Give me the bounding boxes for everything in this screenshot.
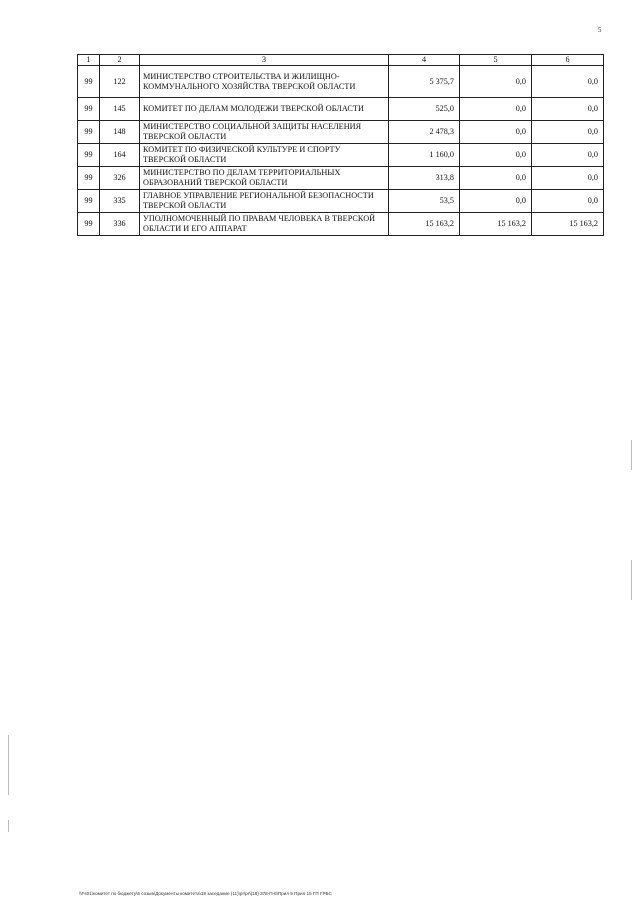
amount-col4-cell: 53,5: [389, 190, 460, 213]
amount-col6-cell: 15 163,2: [532, 213, 604, 236]
amount-col6-cell: 0,0: [532, 144, 604, 167]
column-header-1: 1: [78, 55, 100, 66]
amount-col4-cell: 15 163,2: [389, 213, 460, 236]
amount-col6-cell: 0,0: [532, 190, 604, 213]
file-path-footer: \\Fs01\комитет по бюджету\6 созыв\Документы комитета\18 заседание (11)\pr\pr\(18) 378-П-6\Прил 9 Прил 15 ГП ГРБС: [79, 891, 332, 896]
amount-col4-cell: 525,0: [389, 98, 460, 121]
amount-col5-cell: 15 163,2: [460, 213, 532, 236]
amount-col6-cell: 0,0: [532, 98, 604, 121]
agency-name-cell: МИНИСТЕРСТВО СОЦИАЛЬНОЙ ЗАЩИТЫ НАСЕЛЕНИЯ ТВЕРСКОЙ ОБЛАСТИ: [140, 121, 389, 144]
amount-col5-cell: 0,0: [460, 167, 532, 190]
table-header-row: [78, 55, 604, 66]
agency-name-cell: УПОЛНОМОЧЕННЫЙ ПО ПРАВАМ ЧЕЛОВЕКА В ТВЕРСКОЙ ОБЛАСТИ И ЕГО АППАРАТ: [140, 213, 389, 236]
table-row: [78, 66, 604, 98]
column-header-6: 6: [532, 55, 604, 66]
amount-col6-cell: 0,0: [532, 121, 604, 144]
amount-col4-cell: 1 160,0: [389, 144, 460, 167]
section-code-cell: 99: [78, 144, 100, 167]
agency-name-cell: МИНИСТЕРСТВО ПО ДЕЛАМ ТЕРРИТОРИАЛЬНЫХ ОБРАЗОВАНИЙ ТВЕРСКОЙ ОБЛАСТИ: [140, 167, 389, 190]
section-code-cell: 99: [78, 213, 100, 236]
amount-col5-cell: 0,0: [460, 66, 532, 98]
agency-code-cell: 335: [100, 190, 140, 213]
scan-mark: [631, 560, 632, 600]
agency-code-cell: 164: [100, 144, 140, 167]
table-row: [78, 213, 604, 236]
agency-name-cell: ГЛАВНОЕ УПРАВЛЕНИЕ РЕГИОНАЛЬНОЙ БЕЗОПАСНОСТИ ТВЕРСКОЙ ОБЛАСТИ: [140, 190, 389, 213]
amount-col5-cell: 0,0: [460, 98, 532, 121]
agency-name-cell: МИНИСТЕРСТВО СТРОИТЕЛЬСТВА И ЖИЛИЩНО-КОММУНАЛЬНОГО ХОЗЯЙСТВА ТВЕРСКОЙ ОБЛАСТИ: [140, 66, 389, 98]
section-code-cell: 99: [78, 98, 100, 121]
table-row: [78, 144, 604, 167]
amount-col6-cell: 0,0: [532, 66, 604, 98]
table-row: [78, 121, 604, 144]
amount-col4-cell: 5 375,7: [389, 66, 460, 98]
scan-mark: [8, 820, 9, 832]
agency-code-cell: 336: [100, 213, 140, 236]
amount-col6-cell: 0,0: [532, 167, 604, 190]
amount-col5-cell: 0,0: [460, 144, 532, 167]
scan-mark: [631, 440, 632, 470]
agency-code-cell: 326: [100, 167, 140, 190]
amount-col5-cell: 0,0: [460, 190, 532, 213]
amount-col4-cell: 2 478,3: [389, 121, 460, 144]
column-header-5: 5: [460, 55, 532, 66]
section-code-cell: 99: [78, 167, 100, 190]
table-row: [78, 190, 604, 213]
section-code-cell: 99: [78, 121, 100, 144]
table-row: [78, 167, 604, 190]
column-header-4: 4: [389, 55, 460, 66]
budget-table: [77, 54, 604, 236]
scan-mark: [8, 735, 9, 795]
agency-code-cell: 122: [100, 66, 140, 98]
section-code-cell: 99: [78, 190, 100, 213]
amount-col5-cell: 0,0: [460, 121, 532, 144]
amount-col4-cell: 313,8: [389, 167, 460, 190]
agency-code-cell: 145: [100, 98, 140, 121]
section-code-cell: 99: [78, 66, 100, 98]
agency-name-cell: КОМИТЕТ ПО ФИЗИЧЕСКОЙ КУЛЬТУРЕ И СПОРТУ ТВЕРСКОЙ ОБЛАСТИ: [140, 144, 389, 167]
agency-name-cell: КОМИТЕТ ПО ДЕЛАМ МОЛОДЕЖИ ТВЕРСКОЙ ОБЛАСТИ: [140, 98, 389, 121]
agency-code-cell: 148: [100, 121, 140, 144]
column-header-2: 2: [100, 55, 140, 66]
column-header-3: 3: [140, 55, 389, 66]
page-number: 5: [598, 26, 602, 34]
table-row: [78, 98, 604, 121]
